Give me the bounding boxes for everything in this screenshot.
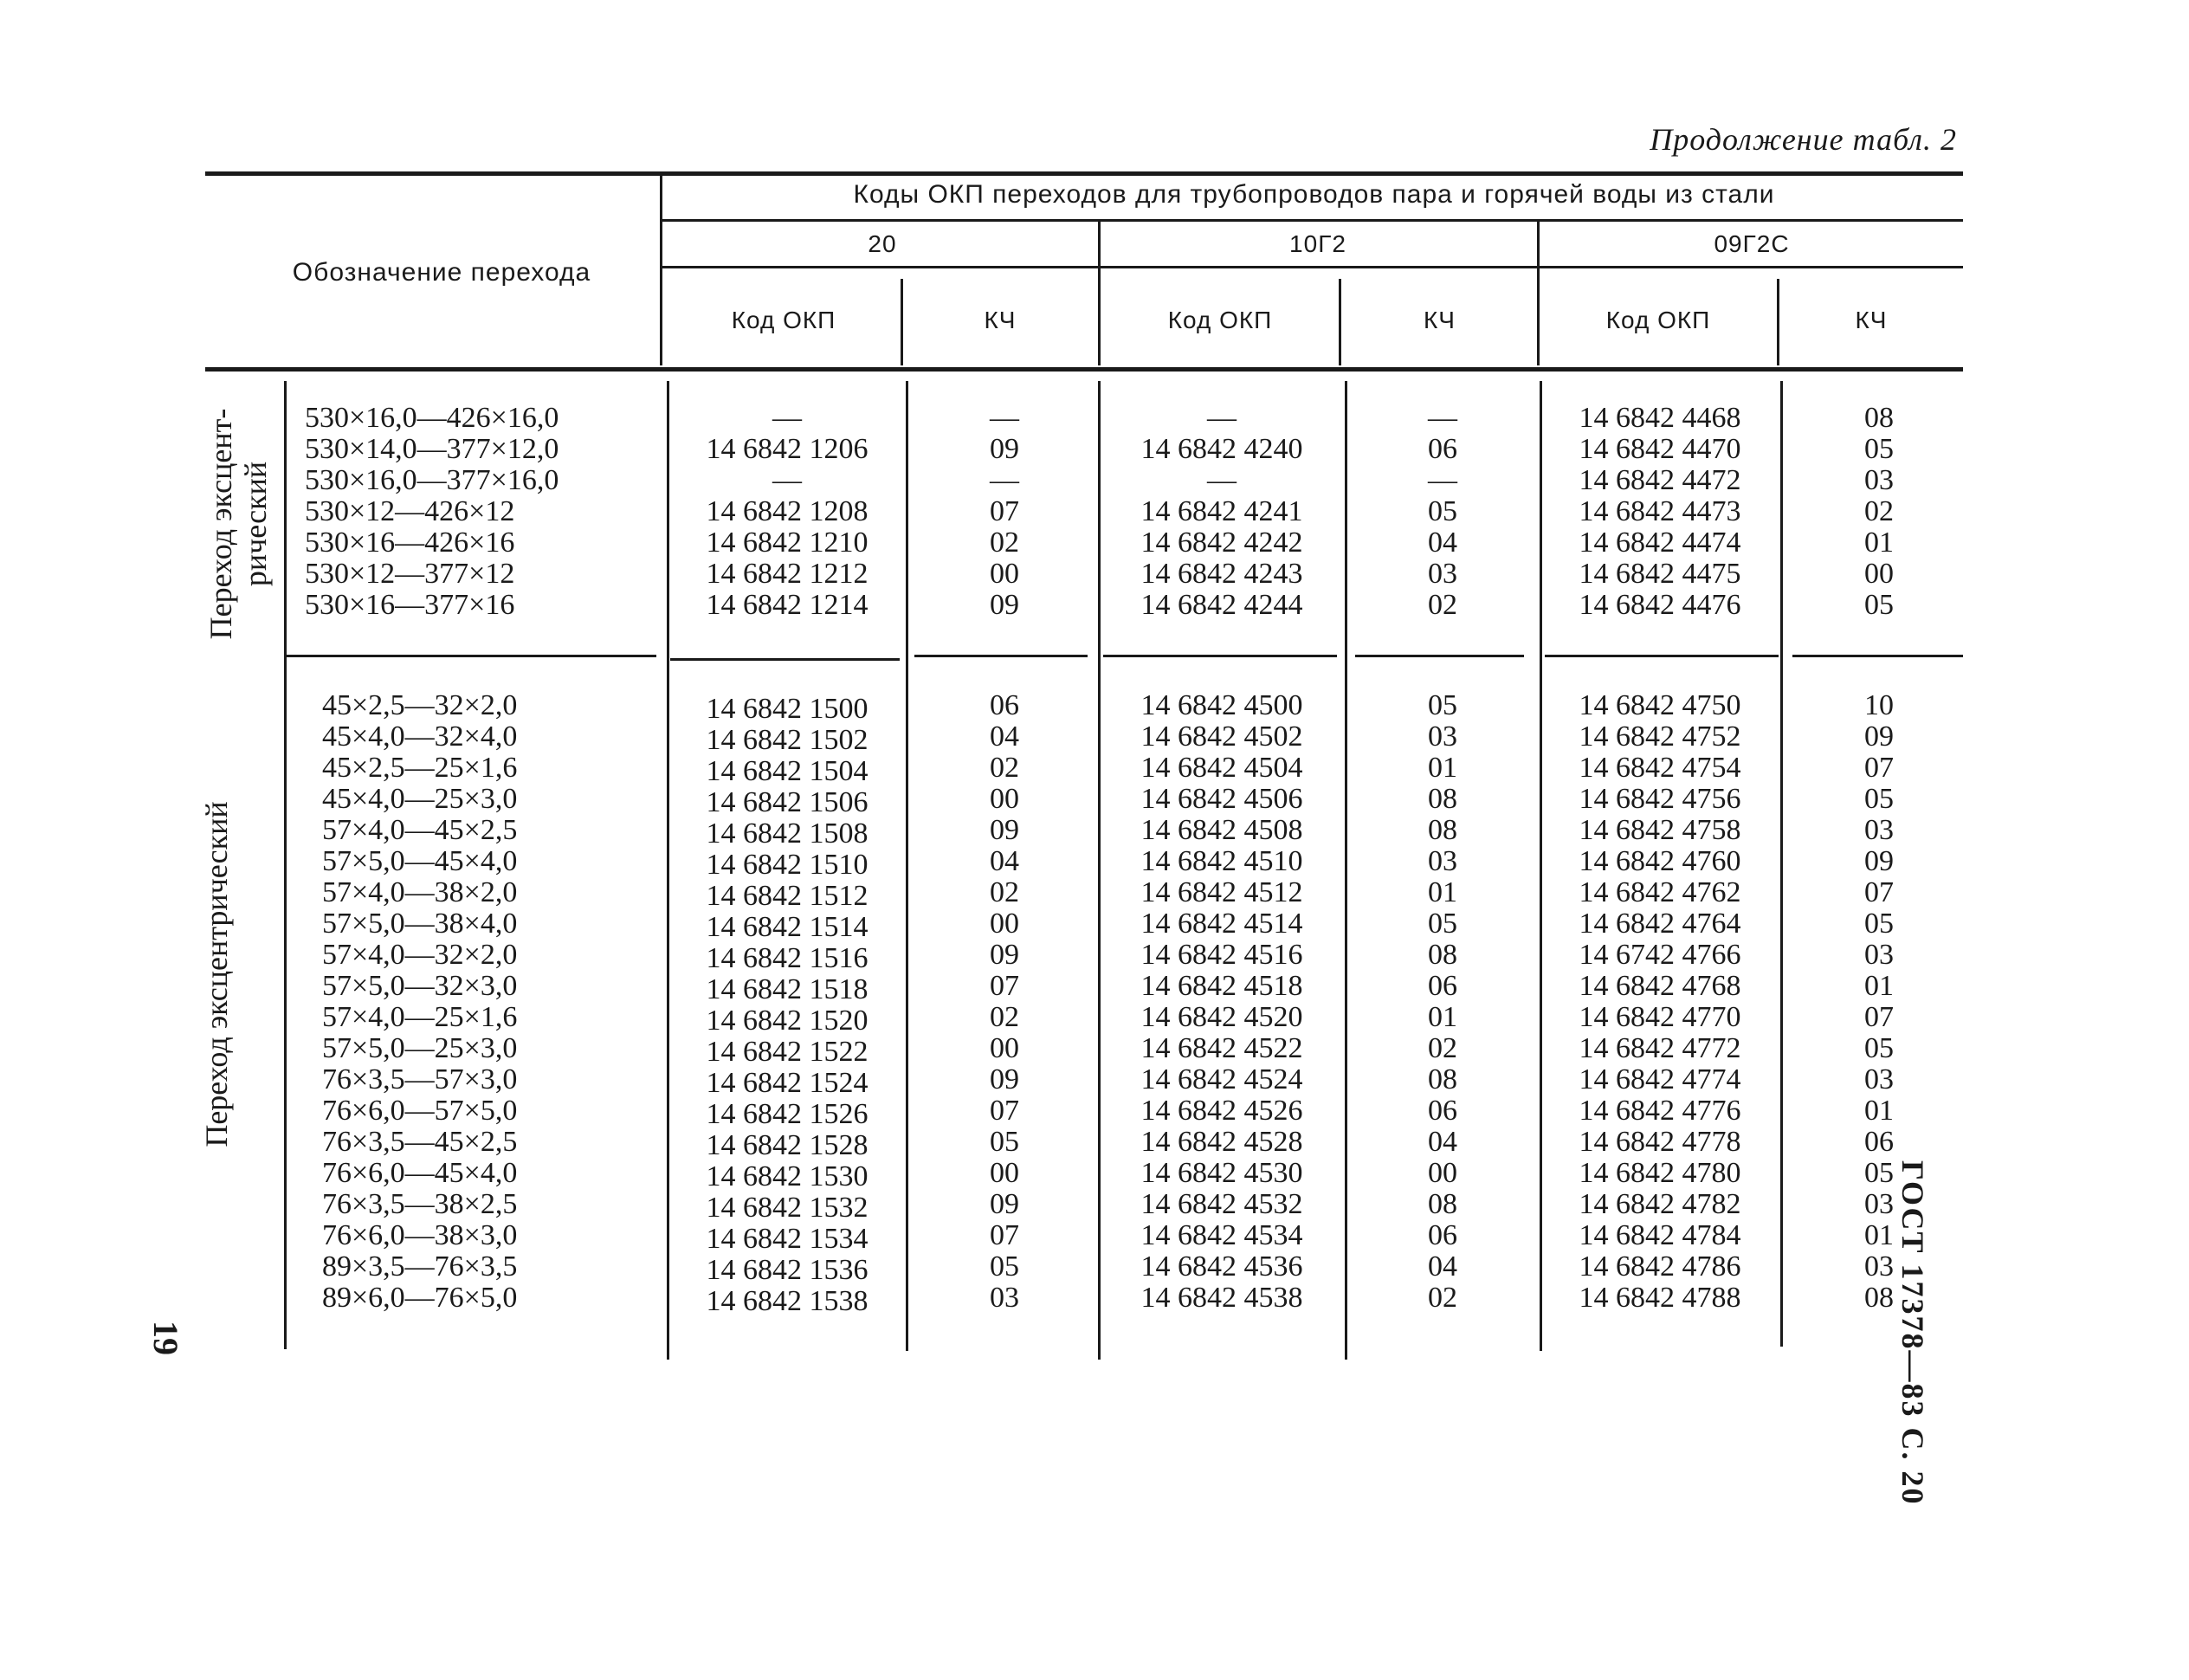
okp-code-cell: — bbox=[1207, 464, 1237, 496]
okp-code-cell: 14 6842 1520 bbox=[706, 1005, 868, 1037]
kch-cell: — bbox=[1428, 402, 1457, 434]
kch-cell: 03 bbox=[990, 1282, 1019, 1314]
group-divider-rule-09g2s-code bbox=[1545, 655, 1779, 657]
kch-cell: 07 bbox=[1864, 752, 1894, 784]
okp-code-cell: 14 6842 1516 bbox=[706, 942, 868, 974]
kch-cell: 05 bbox=[990, 1126, 1019, 1158]
group1-steel20-kch-column bbox=[944, 403, 1065, 621]
okp-code-cell: 14 6842 1534 bbox=[706, 1223, 868, 1255]
kch-cell: 06 bbox=[990, 689, 1019, 721]
designation-cell: 89×6,0—76×5,0 bbox=[322, 1282, 518, 1314]
group2-steel10g2-kch-column bbox=[1382, 690, 1503, 1314]
okp-code-cell: 14 6842 4244 bbox=[1140, 589, 1303, 621]
designation-cell: 45×2,5—25×1,6 bbox=[322, 752, 518, 784]
group-divider-rule-09g2s-kch bbox=[1792, 655, 1963, 657]
kch-cell: 08 bbox=[1428, 783, 1457, 815]
page-number: 19 bbox=[146, 1321, 185, 1355]
kch-cell: 03 bbox=[1428, 845, 1457, 877]
okp-code-cell: 14 6842 1502 bbox=[706, 724, 868, 756]
okp-code-cell: 14 6842 4780 bbox=[1579, 1157, 1741, 1189]
group1-steel09g2s-kch-column bbox=[1818, 403, 1940, 621]
kch-cell: 04 bbox=[990, 845, 1019, 877]
okp-code-cell: 14 6842 4522 bbox=[1140, 1032, 1303, 1064]
okp-code-cell: 14 6842 4241 bbox=[1140, 495, 1303, 527]
kch-cell: 07 bbox=[990, 970, 1019, 1002]
designation-cell: 530×16,0—426×16,0 bbox=[305, 402, 559, 434]
okp-code-cell: 14 6842 4243 bbox=[1140, 558, 1303, 590]
table-continuation-caption: Продолжение табл. 2 bbox=[1650, 122, 1957, 157]
group2-steel10g2-code-column bbox=[1108, 690, 1335, 1314]
okp-code-cell: 14 6842 4754 bbox=[1579, 752, 1741, 784]
okp-code-cell: 14 6742 4766 bbox=[1579, 939, 1741, 971]
okp-code-cell: 14 6842 4506 bbox=[1140, 783, 1303, 815]
code-okp-header-10g2: Код ОКП bbox=[1167, 307, 1273, 333]
designation-cell: 45×4,0—32×4,0 bbox=[322, 720, 518, 753]
group-divider-rule-20-kch bbox=[914, 655, 1088, 657]
okp-code-cell: 14 6842 4758 bbox=[1579, 814, 1741, 846]
okp-code-cell: 14 6842 1212 bbox=[706, 558, 868, 590]
okp-code-cell: 14 6842 1530 bbox=[706, 1160, 868, 1192]
designation-cell: 57×5,0—45×4,0 bbox=[322, 845, 518, 877]
okp-code-cell: — bbox=[1207, 402, 1237, 434]
okp-code-cell: 14 6842 4500 bbox=[1140, 689, 1303, 721]
code-okp-header-20: Код ОКП bbox=[731, 307, 836, 333]
okp-code-cell: 14 6842 4514 bbox=[1140, 908, 1303, 940]
kch-cell: 07 bbox=[990, 495, 1019, 527]
designation-cell: 530×12—377×12 bbox=[305, 558, 515, 590]
designation-cell: 76×3,5—57×3,0 bbox=[322, 1063, 518, 1095]
group-divider-rule bbox=[284, 655, 656, 657]
okp-code-cell: 14 6842 4502 bbox=[1140, 720, 1303, 753]
designation-cell: 45×4,0—25×3,0 bbox=[322, 783, 518, 815]
kch-cell: 06 bbox=[1864, 1126, 1894, 1158]
okp-code-cell: 14 6842 4512 bbox=[1140, 876, 1303, 908]
kch-cell: 06 bbox=[1428, 1095, 1457, 1127]
kch-cell: 03 bbox=[1864, 939, 1894, 971]
okp-code-cell: 14 6842 4760 bbox=[1579, 845, 1741, 877]
kch-cell: 00 bbox=[990, 783, 1019, 815]
steel-10g2-header: 10Г2 bbox=[1289, 230, 1346, 257]
okp-code-cell: 14 6842 1208 bbox=[706, 495, 868, 527]
designation-cell: 57×4,0—38×2,0 bbox=[322, 876, 518, 908]
okp-code-cell: 14 6842 1508 bbox=[706, 817, 868, 850]
okp-code-cell: — bbox=[772, 464, 802, 496]
designation-cell: 57×5,0—38×4,0 bbox=[322, 908, 518, 940]
okp-code-cell: 14 6842 4528 bbox=[1140, 1126, 1303, 1158]
group1-designation-column bbox=[305, 403, 559, 621]
designation-cell: 530×16,0—377×16,0 bbox=[305, 464, 559, 496]
designation-cell: 76×6,0—57×5,0 bbox=[322, 1095, 518, 1127]
kch-cell: 05 bbox=[1428, 908, 1457, 940]
designation-cell: 89×3,5—76×3,5 bbox=[322, 1250, 518, 1283]
steel-09g2s-header: 09Г2С bbox=[1714, 230, 1790, 257]
okp-code-cell: 14 6842 4532 bbox=[1140, 1188, 1303, 1220]
kch-cell: 00 bbox=[990, 1032, 1019, 1064]
designation-cell: 57×5,0—32×3,0 bbox=[322, 970, 518, 1002]
kch-cell: 05 bbox=[1428, 689, 1457, 721]
kch-cell: 00 bbox=[990, 558, 1019, 590]
okp-code-cell: 14 6842 4240 bbox=[1140, 433, 1303, 465]
designation-cell: 57×4,0—32×2,0 bbox=[322, 939, 518, 971]
body-10g2-kch-divider bbox=[1345, 381, 1347, 1360]
designation-cell: 45×2,5—32×2,0 bbox=[322, 689, 518, 721]
group-name-eccentric-small: Переход эксцентрический bbox=[199, 801, 234, 1147]
designation-cell: 76×3,5—45×2,5 bbox=[322, 1126, 518, 1158]
kch-cell: 05 bbox=[990, 1250, 1019, 1283]
kch-header-10g2: КЧ bbox=[1424, 307, 1456, 333]
group2-steel20-code-column bbox=[674, 694, 901, 1317]
kch-cell: 04 bbox=[990, 720, 1019, 753]
group-divider-rule-10g2-code bbox=[1103, 655, 1337, 657]
kch-cell: 02 bbox=[990, 752, 1019, 784]
okp-code-cell: 14 6842 4468 bbox=[1579, 402, 1741, 434]
okp-code-cell: 14 6842 1206 bbox=[706, 433, 868, 465]
okp-code-cell: 14 6842 1210 bbox=[706, 527, 868, 559]
okp-code-cell: 14 6842 4534 bbox=[1140, 1219, 1303, 1251]
okp-code-cell: 14 6842 1528 bbox=[706, 1129, 868, 1161]
okp-code-cell: 14 6842 4762 bbox=[1579, 876, 1741, 908]
okp-code-cell: 14 6842 1514 bbox=[706, 911, 868, 943]
kch-cell: 02 bbox=[1864, 495, 1894, 527]
kch-cell: 02 bbox=[990, 1001, 1019, 1033]
kch-cell: 05 bbox=[1864, 783, 1894, 815]
body-10g2-divider bbox=[1098, 381, 1101, 1360]
okp-code-cell: 14 6842 1512 bbox=[706, 880, 868, 912]
okp-code-cell: 14 6842 4516 bbox=[1140, 939, 1303, 971]
group1-steel09g2s-code-column bbox=[1547, 403, 1773, 621]
header-kch-divider-1 bbox=[901, 279, 903, 365]
designation-cell: 76×3,5—38×2,5 bbox=[322, 1188, 518, 1220]
kch-cell: 00 bbox=[1428, 1157, 1457, 1189]
okp-code-cell: 14 6842 1532 bbox=[706, 1192, 868, 1224]
okp-code-cell: 14 6842 4782 bbox=[1579, 1188, 1741, 1220]
kch-cell: 09 bbox=[1864, 720, 1894, 753]
okp-code-cell: 14 6842 1510 bbox=[706, 849, 868, 881]
okp-code-cell: 14 6842 4786 bbox=[1579, 1250, 1741, 1283]
okp-code-cell: 14 6842 4242 bbox=[1140, 527, 1303, 559]
kch-header-20: КЧ bbox=[984, 307, 1017, 333]
designation-cell: 530×12—426×12 bbox=[305, 495, 515, 527]
kch-cell: 07 bbox=[990, 1095, 1019, 1127]
kch-cell: 01 bbox=[1864, 970, 1894, 1002]
okp-code-cell: 14 6842 4520 bbox=[1140, 1001, 1303, 1033]
kch-header-09g2s: КЧ bbox=[1855, 307, 1888, 333]
designation-cell: 530×16—377×16 bbox=[305, 589, 515, 621]
kch-cell: 01 bbox=[1428, 1001, 1457, 1033]
steel-grade-rule bbox=[660, 266, 1963, 268]
kch-cell: — bbox=[990, 402, 1019, 434]
group1-steel10g2-code-column bbox=[1108, 403, 1335, 621]
okp-code-cell: 14 6842 1526 bbox=[706, 1098, 868, 1130]
kch-cell: 00 bbox=[1864, 558, 1894, 590]
kch-cell: 05 bbox=[1428, 495, 1457, 527]
okp-code-cell: 14 6842 4772 bbox=[1579, 1032, 1741, 1064]
okp-code-cell: 14 6842 4750 bbox=[1579, 689, 1741, 721]
okp-code-cell: 14 6842 4776 bbox=[1579, 1095, 1741, 1127]
header-kch-divider-3 bbox=[1777, 279, 1779, 365]
okp-code-cell: 14 6842 4774 bbox=[1579, 1063, 1741, 1095]
kch-cell: 08 bbox=[1428, 1188, 1457, 1220]
okp-code-cell: 14 6842 1506 bbox=[706, 786, 868, 818]
okp-code-cell: 14 6842 4473 bbox=[1579, 495, 1741, 527]
okp-code-cell: 14 6842 4470 bbox=[1579, 433, 1741, 465]
designation-cell: 76×6,0—45×4,0 bbox=[322, 1157, 518, 1189]
okp-code-cell: 14 6842 4770 bbox=[1579, 1001, 1741, 1033]
body-09g2s-divider bbox=[1540, 381, 1542, 1351]
group2-designation-column bbox=[322, 690, 517, 1314]
kch-cell: 05 bbox=[1864, 589, 1894, 621]
kch-cell: 08 bbox=[1428, 939, 1457, 971]
kch-cell: 08 bbox=[1428, 1063, 1457, 1095]
okp-code-cell: 14 6842 4752 bbox=[1579, 720, 1741, 753]
codes-title-header: Коды ОКП переходов для трубопроводов пара и горячей воды из стали bbox=[853, 180, 1775, 209]
kch-cell: 04 bbox=[1428, 1126, 1457, 1158]
kch-cell: 01 bbox=[1864, 1219, 1894, 1251]
body-designation-divider bbox=[667, 381, 669, 1360]
kch-cell: 09 bbox=[990, 433, 1019, 465]
kch-cell: 02 bbox=[990, 527, 1019, 559]
kch-cell: 07 bbox=[1864, 1001, 1894, 1033]
kch-cell: 05 bbox=[1864, 1032, 1894, 1064]
designation-cell: 57×4,0—45×2,5 bbox=[322, 814, 518, 846]
kch-cell: — bbox=[990, 464, 1019, 496]
okp-code-cell: 14 6842 1214 bbox=[706, 589, 868, 621]
group2-steel20-kch-column bbox=[944, 690, 1065, 1314]
kch-cell: 03 bbox=[1864, 464, 1894, 496]
designation-cell: 76×6,0—38×3,0 bbox=[322, 1219, 518, 1251]
okp-code-cell: 14 6842 4764 bbox=[1579, 908, 1741, 940]
kch-cell: 01 bbox=[1428, 876, 1457, 908]
kch-cell: 05 bbox=[1864, 433, 1894, 465]
table-top-rule bbox=[205, 171, 1963, 176]
kch-cell: 08 bbox=[1864, 402, 1894, 434]
designation-header: Обозначение перехода bbox=[292, 258, 591, 287]
okp-code-cell: 14 6842 4518 bbox=[1140, 970, 1303, 1002]
kch-cell: 02 bbox=[1428, 1282, 1457, 1314]
okp-code-cell: 14 6842 4530 bbox=[1140, 1157, 1303, 1189]
codes-title-rule bbox=[660, 219, 1963, 222]
okp-code-cell: 14 6842 4475 bbox=[1579, 558, 1741, 590]
okp-code-cell: 14 6842 1524 bbox=[706, 1067, 868, 1099]
okp-code-cell: 14 6842 4788 bbox=[1579, 1282, 1741, 1314]
okp-code-cell: 14 6842 4474 bbox=[1579, 527, 1741, 559]
kch-cell: 09 bbox=[990, 814, 1019, 846]
okp-code-cell: 14 6842 4768 bbox=[1579, 970, 1741, 1002]
kch-cell: 09 bbox=[990, 589, 1019, 621]
designation-cell: 57×4,0—25×1,6 bbox=[322, 1001, 518, 1033]
kch-cell: 03 bbox=[1864, 1063, 1894, 1095]
group-name-eccentric-large: Переход эксцент- рический bbox=[203, 408, 273, 640]
kch-cell: 02 bbox=[990, 876, 1019, 908]
okp-code-cell: 14 6842 4524 bbox=[1140, 1063, 1303, 1095]
standard-side-label: ГОСТ 17378—83 С. 20 bbox=[1895, 1160, 1930, 1506]
okp-code-cell: 14 6842 4778 bbox=[1579, 1126, 1741, 1158]
kch-cell: 09 bbox=[990, 1188, 1019, 1220]
okp-code-cell: 14 6842 4526 bbox=[1140, 1095, 1303, 1127]
okp-code-cell: 14 6842 1522 bbox=[706, 1036, 868, 1068]
group-divider-rule-10g2-kch bbox=[1355, 655, 1524, 657]
header-bottom-rule bbox=[205, 367, 1963, 372]
kch-cell: 05 bbox=[1864, 908, 1894, 940]
kch-cell: 03 bbox=[1428, 558, 1457, 590]
okp-code-cell: 14 6842 4536 bbox=[1140, 1250, 1303, 1283]
kch-cell: 03 bbox=[1428, 720, 1457, 753]
steel-20-header: 20 bbox=[868, 230, 897, 257]
okp-code-cell: 14 6842 4756 bbox=[1579, 783, 1741, 815]
group2-steel09g2s-code-column bbox=[1547, 690, 1773, 1314]
kch-cell: 08 bbox=[1428, 814, 1457, 846]
okp-code-cell: 14 6842 4472 bbox=[1579, 464, 1741, 496]
designation-cell: 57×5,0—25×3,0 bbox=[322, 1032, 518, 1064]
kch-cell: 01 bbox=[1864, 1095, 1894, 1127]
okp-code-cell: 14 6842 4784 bbox=[1579, 1219, 1741, 1251]
kch-cell: 10 bbox=[1864, 689, 1894, 721]
okp-code-cell: 14 6842 1500 bbox=[706, 693, 868, 725]
kch-cell: 05 bbox=[1864, 1157, 1894, 1189]
okp-code-cell: 14 6842 4504 bbox=[1140, 752, 1303, 784]
okp-code-cell: 14 6842 4476 bbox=[1579, 589, 1741, 621]
kch-cell: 08 bbox=[1864, 1282, 1894, 1314]
designation-cell: 530×16—426×16 bbox=[305, 527, 515, 559]
header-steel-divider-1 bbox=[1098, 221, 1101, 365]
kch-cell: 00 bbox=[990, 1157, 1019, 1189]
designation-cell: 530×14,0—377×12,0 bbox=[305, 433, 559, 465]
kch-cell: 06 bbox=[1428, 1219, 1457, 1251]
kch-cell: 02 bbox=[1428, 1032, 1457, 1064]
kch-cell: — bbox=[1428, 464, 1457, 496]
okp-code-cell: 14 6842 1518 bbox=[706, 973, 868, 1005]
okp-code-cell: — bbox=[772, 402, 802, 434]
group-divider-rule-20-code bbox=[670, 658, 900, 661]
body-20-kch-divider bbox=[906, 381, 908, 1351]
group-name-divider bbox=[284, 381, 287, 1349]
kch-cell: 00 bbox=[990, 908, 1019, 940]
body-09g2s-kch-divider bbox=[1780, 381, 1783, 1347]
kch-cell: 06 bbox=[1428, 970, 1457, 1002]
okp-code-cell: 14 6842 4510 bbox=[1140, 845, 1303, 877]
kch-cell: 09 bbox=[1864, 845, 1894, 877]
kch-cell: 01 bbox=[1428, 752, 1457, 784]
okp-code-cell: 14 6842 1536 bbox=[706, 1254, 868, 1286]
header-designation-divider bbox=[660, 173, 662, 365]
kch-cell: 09 bbox=[990, 1063, 1019, 1095]
code-okp-header-09g2s: Код ОКП bbox=[1605, 307, 1711, 333]
kch-cell: 02 bbox=[1428, 589, 1457, 621]
kch-cell: 06 bbox=[1428, 433, 1457, 465]
okp-code-cell: 14 6842 1504 bbox=[706, 755, 868, 787]
group1-steel10g2-kch-column bbox=[1382, 403, 1503, 621]
okp-code-cell: 14 6842 1538 bbox=[706, 1285, 868, 1317]
kch-cell: 09 bbox=[990, 939, 1019, 971]
kch-cell: 04 bbox=[1428, 1250, 1457, 1283]
kch-cell: 07 bbox=[1864, 876, 1894, 908]
kch-cell: 03 bbox=[1864, 1250, 1894, 1283]
kch-cell: 01 bbox=[1864, 527, 1894, 559]
kch-cell: 03 bbox=[1864, 1188, 1894, 1220]
group1-steel20-code-column bbox=[674, 403, 901, 621]
kch-cell: 04 bbox=[1428, 527, 1457, 559]
header-kch-divider-2 bbox=[1339, 279, 1341, 365]
okp-code-cell: 14 6842 4508 bbox=[1140, 814, 1303, 846]
kch-cell: 07 bbox=[990, 1219, 1019, 1251]
okp-code-cell: 14 6842 4538 bbox=[1140, 1282, 1303, 1314]
kch-cell: 03 bbox=[1864, 814, 1894, 846]
